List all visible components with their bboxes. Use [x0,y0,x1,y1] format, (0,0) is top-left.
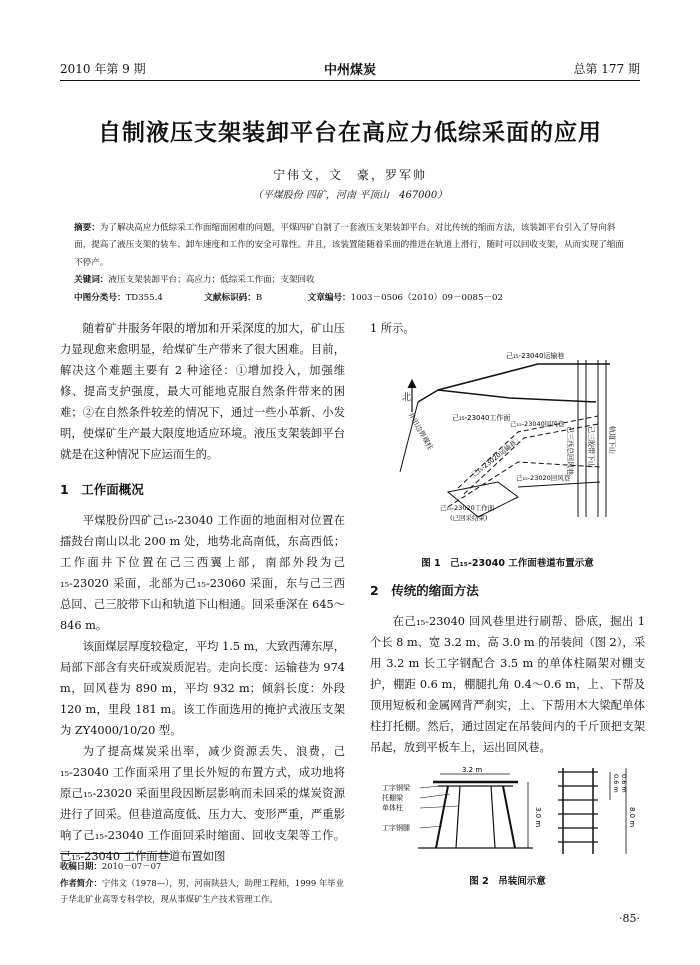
paragraph-fig1-ref: 1 所示。 [370,322,415,335]
label-belt-incline: 己三胶带下山 [587,426,595,468]
figure-2-lifting-room [378,762,644,862]
figure-1-caption: 图 1 己₁₅-23040 工作面巷道布置示意 [421,558,594,569]
header-issue: 2010 年第 9 期 [60,62,146,76]
header-total-issue: 总第 177 期 [573,62,640,76]
paragraph-location: 平煤股份四矿己₁₅-23040 工作面的地面相对位置在擂鼓台南山以北 200 m 处，地势北高南低，东高西低；工作面井下位置在己三西翼上部，南部外段为己₁₅-23020 采面，北部为己₁₅-23060 采面，东与己三西总回、己三胶带下山和轨道下山相通。回采垂深在 645～846 m。 [60,514,345,632]
header-journal: 中州煤炭 [323,63,376,78]
label-beam: 工字钢梁 [382,784,410,792]
label-prop: 单体柱 [382,804,403,812]
left-column [60,318,345,867]
classification: 中图分类号：TD355.4 文献标识码：B 文章编号：1003－0506（2010）09－0085－02 [74,292,503,303]
label-return: 己₁₅-23040回风巷 [510,420,565,428]
paragraph-traditional: 在己₁₅-23040 回风巷里进行刷帮、卧底，掘出 1 个长 8 m、宽 3.2 m、高 3.0 m 的吊装间（图 2），采用 3.2 m 长工字钢配合 3.5 m 的单体柱隔架对棚支护，棚距 0.6 m，棚腿扎角 0.4～0.6 m，上、下帮及顶用短板和金属网背严刹实，上、下帮用木大梁配单体柱打托棚。然后，通过固定在吊装间内的千斤顶把支架吊起，放到平板车上，运出回风巷。 [370,615,645,754]
section-2-heading: 2 传统的缩面方法 [370,583,479,598]
dim-gap-2: 0.6 m [620,774,628,793]
received-date: 收稿日期：2010－07－07 [60,861,162,871]
affiliation: （平煤股份 四矿，河南 平顶山 467000） [252,190,448,201]
label-conveyor: 己₁₅-23040运输巷 [506,352,565,360]
dim-width: 3.2 m [462,766,483,774]
paragraph-intro: 随着矿井服务年限的增加和开采深度的加大，矿山压力显现愈来愈明显，给煤矿生产带来了很大困难。目前，解决这个难题主要有 2 种途径：①增加投入，加强维修、提高支护强度，最大可能地克服自然条件带来的困难；②在自然条件较差的情况下，通过一些小革新、小发明，使煤矿生产最大限度地适应环境。液压支架装卸平台就是在这种情况下应运而生的。 [60,322,345,461]
right-column-body [370,580,645,758]
section-1-heading: 1 工作面概况 [60,482,144,497]
figure-1-roadway-layout [378,342,640,540]
label-rail-incline: 轨道下山 [608,426,616,454]
abstract-block [74,220,630,307]
label-total-return: 己三西总回风巷 [566,426,574,475]
keywords: 关键词：液压支架装卸平台；高应力；低综采工作面；支架回收 [74,275,315,286]
right-column-top [370,318,645,339]
paragraph-seam: 该面煤层厚度较稳定，平均 1.5 m，大致西薄东厚，局部下部含有夹矸或炭质泥岩。走向长度：运输巷为 974 m，回风巷为 890 m，平均 932 m；倾斜长度：外段 120 m，里段 181 m。该工作面选用的掩护式液压支架为 ZY4000/10/20 型。 [60,640,345,737]
label-rail-23020: 己₁₅-23020运输巷 [470,438,518,479]
paper-title: 自制液压支架装卸平台在高应力低综采面的应用 [98,119,602,146]
footnote [60,858,345,908]
label-return-23020: 己₁₅-23020回风巷 [516,474,571,482]
dim-length: 8.0 m [628,807,636,828]
header-rule [60,80,640,81]
dim-height: 3.0 m [534,807,542,828]
north-label: 北 [402,393,412,403]
label-support-beam: 托棚梁 [382,794,403,802]
label-leg: 工字钢腿 [382,824,410,832]
author-bio: 作者简介：宁伟文（1978—），男，河南陕县人，助理工程师，1999 年毕业于华北矿业高等专科学校，现从事煤矿生产技术管理工作。 [60,877,344,904]
label-old-face: 己₁₅-23020工作面 [440,504,495,512]
page-number: ·85· [619,912,640,925]
label-boundary-pillar: 井田边界煤柱 [406,411,435,452]
label-done: (已回采结束) [450,514,488,522]
dim-gap-1: 0.6 m [612,774,620,793]
abstract: 摘要：为了解决高应力低综采工作面缩面困难的问题，平煤四矿自制了一套液压支架装卸平台。对比传统的缩面方法，该装卸平台引入了导向斜面，提高了液压支架的装车、卸车速度和工作的安全可靠性。并且，该装置能随着采面的推进在轨道上滑行，随时可以回收支架，从而实现了缩面不停产。 [74,223,625,268]
paragraph-layout: 为了提高煤炭采出率，减少资源丢失、浪费，己₁₅-23040 工作面采用了里长外短的布置方式，成功地将原己₁₅-23020 采面里段因断层影响而未回采的煤炭资源进行了回采。但巷道高度低、压力大、变形严重，严重影响了己₁₅-23040 工作面回采时缩面、回收支架等工作。己₁₅-23040 工作面巷道布置如图 [60,745,345,863]
footnote-rule [60,853,170,854]
authors: 宁伟文，文 豪，罗军帅 [272,168,427,182]
figure-2-caption: 图 2 吊装间示意 [469,876,546,887]
label-face: 己₁₅-23040工作面 [452,414,511,422]
